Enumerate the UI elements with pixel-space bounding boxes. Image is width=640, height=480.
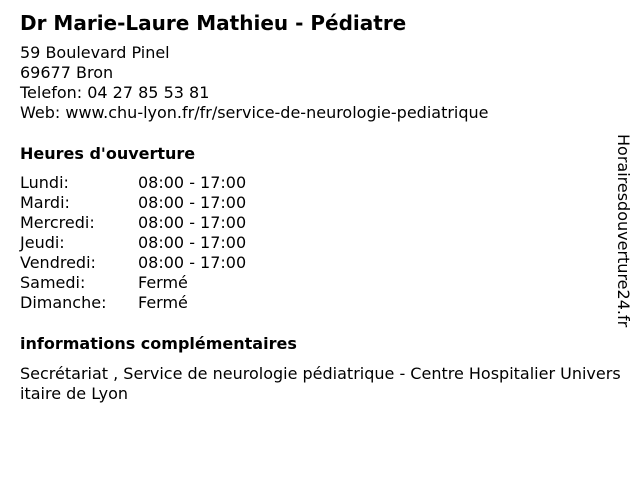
additional-info-text: Secrétariat , Service de neurologie pédiatrique - Centre Hospitalier Universitaire de Lyon <box>20 364 621 403</box>
hours-row-thursday <box>20 233 280 253</box>
hours-row-sunday <box>20 293 280 313</box>
hours-day: Dimanche: <box>20 293 107 312</box>
hours-time: 08:00 - 17:00 <box>138 213 247 232</box>
site-watermark: Horairesdouverture24.fr <box>614 134 633 328</box>
opening-hours-heading: Heures d'ouverture <box>20 144 196 163</box>
doctor-name: Dr Marie-Laure Mathieu - Pédiatre <box>20 11 407 35</box>
hours-day: Samedi: <box>20 273 86 292</box>
hours-row-wednesday <box>20 213 280 233</box>
hours-day: Jeudi: <box>20 233 65 252</box>
additional-info-heading: informations complémentaires <box>20 334 297 353</box>
hours-row-friday <box>20 253 280 273</box>
website-link[interactable]: Web: www.chu-lyon.fr/fr/service-de-neurologie-pediatrique <box>20 103 489 122</box>
phone-number: Telefon: 04 27 85 53 81 <box>20 83 210 102</box>
hours-day: Lundi: <box>20 173 69 192</box>
hours-time: 08:00 - 17:00 <box>138 193 247 212</box>
street-address: 59 Boulevard Pinel <box>20 43 170 62</box>
address-block <box>20 43 489 123</box>
city-postal-code: 69677 Bron <box>20 63 114 82</box>
hours-day: Mercredi: <box>20 213 95 232</box>
hours-row-monday <box>20 173 280 193</box>
hours-day: Mardi: <box>20 193 70 212</box>
hours-row-tuesday <box>20 193 280 213</box>
hours-time: Fermé <box>138 293 188 312</box>
hours-time: 08:00 - 17:00 <box>138 233 247 252</box>
hours-time: Fermé <box>138 273 188 292</box>
hours-time: 08:00 - 17:00 <box>138 253 247 272</box>
opening-hours-table <box>20 173 280 313</box>
hours-day: Vendredi: <box>20 253 96 272</box>
hours-row-saturday <box>20 273 280 293</box>
hours-time: 08:00 - 17:00 <box>138 173 247 192</box>
